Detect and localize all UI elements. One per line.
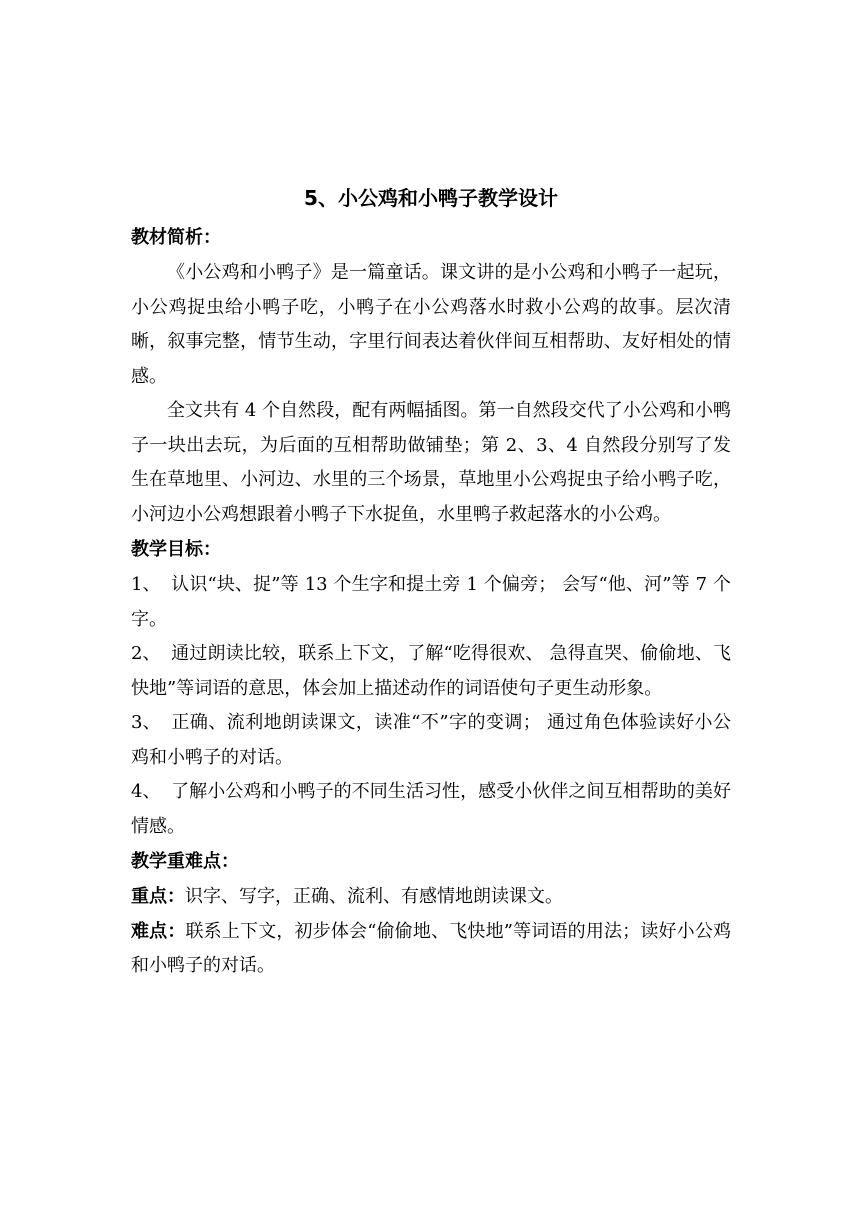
difficulty-line <box>131 915 731 984</box>
goal-number: 2、 <box>131 643 161 664</box>
focus-text: 识字、写字，正确、流利、有感情地朗读课文。 <box>185 886 563 907</box>
document-page <box>131 180 731 984</box>
goal-text: 认识“块、捉”等 13 个生字和提土旁 1 个偏旁； 会写“他、河”等 7 个字。 <box>131 574 731 630</box>
goal-number: 4、 <box>131 781 161 802</box>
goal-text: 正确、流利地朗读课文，读准“不”字的变调； 通过角色体验读好小公鸡和小鸭子的对话。 <box>131 712 731 768</box>
section-heading-key-points: 教学重难点： <box>131 851 239 872</box>
goal-item <box>131 568 731 637</box>
goal-number: 3、 <box>131 712 161 733</box>
goal-item <box>131 706 731 775</box>
document-title: 5、小公鸡和小鸭子教学设计 <box>304 186 558 210</box>
difficulty-label: 难点： <box>131 920 186 942</box>
section-analysis <box>131 220 731 532</box>
section-goals <box>131 532 731 844</box>
analysis-paragraph: 《小公鸡和小鸭子》是一篇童话。课文讲的是小公鸡和小鸭子一起玩，小公鸡捉虫给小鸭子吃，小鸭子在小公鸡落水时救小公鸡的故事。层次清晰，叙事完整，情节生动，字里行间表达着伙伴间互相帮助、友好相处的情感。 <box>131 262 731 387</box>
focus-label: 重点： <box>131 886 185 907</box>
difficulty-text: 联系上下文，初步体会“偷偷地、飞快地”等词语的用法；读好小公鸡和小鸭子的对话。 <box>131 920 732 976</box>
section-key-points <box>131 844 731 984</box>
goal-item <box>131 775 731 844</box>
goal-item <box>131 637 731 706</box>
section-heading-analysis: 教材简析： <box>131 227 221 248</box>
analysis-paragraph: 全文共有 4 个自然段，配有两幅插图。第一自然段交代了小公鸡和小鸭子一块出去玩，为后面的互相帮助做铺垫；第 2、3、4 自然段分别写了发生在草地里、小河边、水里的三个场景，草地里小公鸡捉虫子给小鸭子吃，小河边小公鸡想跟着小鸭子下水捉鱼，水里鸭子救起落水的小公鸡。 <box>131 400 731 525</box>
goal-text: 了解小公鸡和小鸭子的不同生活习性，感受小伙伴之间互相帮助的美好情感。 <box>131 781 731 837</box>
goal-text: 通过朗读比较，联系上下文，了解“吃得很欢、 急得直哭、偷偷地、飞快地”等词语的意思，体会加上描述动作的词语使句子更生动形象。 <box>131 643 731 699</box>
goal-number: 1、 <box>131 574 161 595</box>
section-heading-goals: 教学目标： <box>131 539 221 560</box>
focus-line <box>131 880 731 915</box>
